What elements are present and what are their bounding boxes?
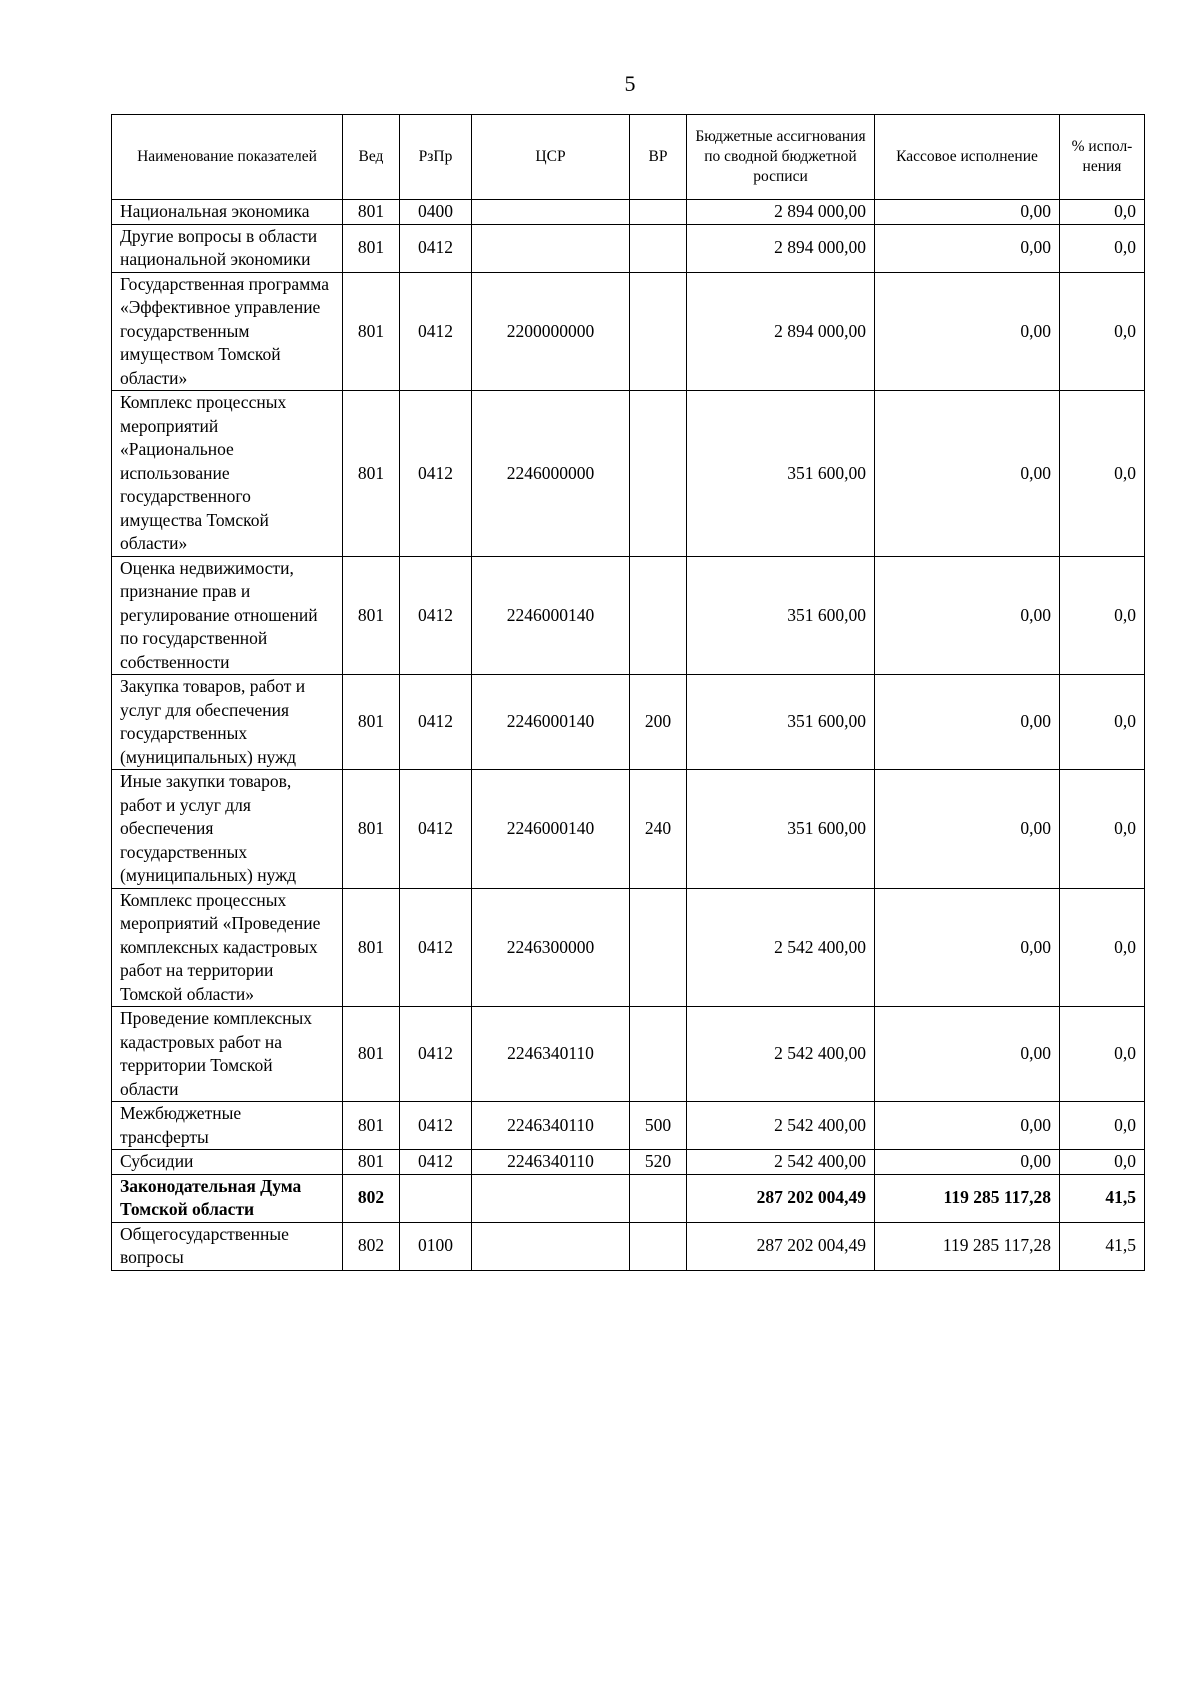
row-percent: 0,0 — [1060, 556, 1145, 675]
header-executed: Кассовое исполнение — [875, 115, 1060, 200]
row-vr — [630, 272, 687, 391]
row-ved: 801 — [343, 1102, 400, 1150]
row-csr: 2246340110 — [472, 1102, 630, 1150]
row-executed: 0,00 — [875, 556, 1060, 675]
row-assigned: 2 542 400,00 — [687, 888, 875, 1007]
table-row — [112, 1222, 1145, 1270]
row-ved: 801 — [343, 391, 400, 557]
row-csr — [472, 224, 630, 272]
row-assigned: 351 600,00 — [687, 556, 875, 675]
row-csr: 2246000000 — [472, 391, 630, 557]
row-csr — [472, 1222, 630, 1270]
row-name: Иные закупки товаров, работ и услуг для обеспечения государственных (муниципальных) нужд — [112, 770, 343, 889]
row-assigned: 2 894 000,00 — [687, 224, 875, 272]
row-rzpr: 0412 — [400, 224, 472, 272]
header-vr: ВР — [630, 115, 687, 200]
table-row — [112, 1174, 1145, 1222]
row-assigned: 2 894 000,00 — [687, 200, 875, 225]
row-vr — [630, 888, 687, 1007]
row-assigned: 351 600,00 — [687, 675, 875, 770]
row-name: Межбюджетные трансферты — [112, 1102, 343, 1150]
row-ved: 801 — [343, 1150, 400, 1175]
row-rzpr: 0412 — [400, 888, 472, 1007]
row-assigned: 2 542 400,00 — [687, 1150, 875, 1175]
row-name: Другие вопросы в области национальной экономики — [112, 224, 343, 272]
table-row — [112, 675, 1145, 770]
row-ved: 802 — [343, 1174, 400, 1222]
row-executed: 0,00 — [875, 272, 1060, 391]
row-assigned: 2 894 000,00 — [687, 272, 875, 391]
row-rzpr: 0412 — [400, 556, 472, 675]
row-executed: 119 285 117,28 — [875, 1174, 1060, 1222]
row-name: Закупка товаров, работ и услуг для обеспечения государственных (муниципальных) нужд — [112, 675, 343, 770]
row-rzpr: 0412 — [400, 1007, 472, 1102]
row-executed: 0,00 — [875, 770, 1060, 889]
row-vr — [630, 1174, 687, 1222]
page-number: 5 — [624, 71, 636, 96]
row-rzpr: 0100 — [400, 1222, 472, 1270]
row-rzpr: 0412 — [400, 770, 472, 889]
row-ved: 801 — [343, 224, 400, 272]
header-name: Наименование показателей — [112, 115, 343, 200]
table-row — [112, 888, 1145, 1007]
row-percent: 0,0 — [1060, 1150, 1145, 1175]
table-row — [112, 200, 1145, 225]
table-row — [112, 272, 1145, 391]
row-percent: 0,0 — [1060, 1007, 1145, 1102]
row-executed: 0,00 — [875, 1007, 1060, 1102]
row-executed: 0,00 — [875, 224, 1060, 272]
row-assigned: 287 202 004,49 — [687, 1174, 875, 1222]
row-percent: 0,0 — [1060, 675, 1145, 770]
row-csr: 2246300000 — [472, 888, 630, 1007]
row-name: Комплекс процессных мероприятий «Рациональное использование государственного имущества Томской области» — [112, 391, 343, 557]
header-rzpr: РзПр — [400, 115, 472, 200]
header-ved: Вед — [343, 115, 400, 200]
row-ved: 801 — [343, 675, 400, 770]
row-vr: 520 — [630, 1150, 687, 1175]
row-vr — [630, 1007, 687, 1102]
row-percent: 0,0 — [1060, 272, 1145, 391]
row-assigned: 351 600,00 — [687, 770, 875, 889]
header-assigned: Бюджетные ассигнования по сводной бюджетной росписи — [687, 115, 875, 200]
row-assigned: 351 600,00 — [687, 391, 875, 557]
table-row — [112, 391, 1145, 557]
row-csr — [472, 200, 630, 225]
row-executed: 0,00 — [875, 391, 1060, 557]
row-ved: 801 — [343, 272, 400, 391]
row-rzpr: 0400 — [400, 200, 472, 225]
row-assigned: 2 542 400,00 — [687, 1102, 875, 1150]
row-ved: 801 — [343, 888, 400, 1007]
row-name: Общегосударственные вопросы — [112, 1222, 343, 1270]
row-ved: 801 — [343, 556, 400, 675]
row-csr: 2246000140 — [472, 770, 630, 889]
row-name: Оценка недвижимости, признание прав и регулирование отношений по государственной собственности — [112, 556, 343, 675]
row-rzpr: 0412 — [400, 391, 472, 557]
row-rzpr — [400, 1174, 472, 1222]
row-rzpr: 0412 — [400, 1150, 472, 1175]
row-name: Законодательная Дума Томской области — [112, 1174, 343, 1222]
row-name: Государственная программа «Эффективное управление государственным имуществом Томской области» — [112, 272, 343, 391]
row-percent: 41,5 — [1060, 1222, 1145, 1270]
row-vr — [630, 391, 687, 557]
row-assigned: 287 202 004,49 — [687, 1222, 875, 1270]
table-header-row — [112, 115, 1145, 200]
row-executed: 0,00 — [875, 675, 1060, 770]
row-csr — [472, 1174, 630, 1222]
row-assigned: 2 542 400,00 — [687, 1007, 875, 1102]
row-vr — [630, 200, 687, 225]
row-vr — [630, 1222, 687, 1270]
row-percent: 0,0 — [1060, 224, 1145, 272]
row-vr: 200 — [630, 675, 687, 770]
row-vr — [630, 556, 687, 675]
table-row — [112, 1007, 1145, 1102]
row-ved: 801 — [343, 770, 400, 889]
row-csr: 2246000140 — [472, 675, 630, 770]
row-ved: 802 — [343, 1222, 400, 1270]
row-percent: 0,0 — [1060, 200, 1145, 225]
row-percent: 0,0 — [1060, 391, 1145, 557]
row-executed: 0,00 — [875, 1150, 1060, 1175]
row-csr: 2200000000 — [472, 272, 630, 391]
row-percent: 0,0 — [1060, 888, 1145, 1007]
row-executed: 119 285 117,28 — [875, 1222, 1060, 1270]
row-csr: 2246340110 — [472, 1150, 630, 1175]
budget-table — [111, 114, 1145, 1271]
row-rzpr: 0412 — [400, 1102, 472, 1150]
row-csr: 2246000140 — [472, 556, 630, 675]
table-row — [112, 224, 1145, 272]
row-percent: 0,0 — [1060, 1102, 1145, 1150]
row-ved: 801 — [343, 1007, 400, 1102]
table-row — [112, 556, 1145, 675]
table-row — [112, 1150, 1145, 1175]
row-percent: 41,5 — [1060, 1174, 1145, 1222]
table-row — [112, 770, 1145, 889]
table-row — [112, 1102, 1145, 1150]
row-rzpr: 0412 — [400, 272, 472, 391]
row-rzpr: 0412 — [400, 675, 472, 770]
row-name: Комплекс процессных мероприятий «Проведение комплексных кадастровых работ на территории Томской области» — [112, 888, 343, 1007]
row-name: Проведение комплексных кадастровых работ на территории Томской области — [112, 1007, 343, 1102]
header-percent: % испол-нения — [1060, 115, 1145, 200]
row-name: Национальная экономика — [112, 200, 343, 225]
row-name: Субсидии — [112, 1150, 343, 1175]
row-executed: 0,00 — [875, 200, 1060, 225]
row-executed: 0,00 — [875, 888, 1060, 1007]
row-csr: 2246340110 — [472, 1007, 630, 1102]
row-executed: 0,00 — [875, 1102, 1060, 1150]
row-vr — [630, 224, 687, 272]
row-vr: 240 — [630, 770, 687, 889]
row-percent: 0,0 — [1060, 770, 1145, 889]
row-vr: 500 — [630, 1102, 687, 1150]
row-ved: 801 — [343, 200, 400, 225]
header-csr: ЦСР — [472, 115, 630, 200]
